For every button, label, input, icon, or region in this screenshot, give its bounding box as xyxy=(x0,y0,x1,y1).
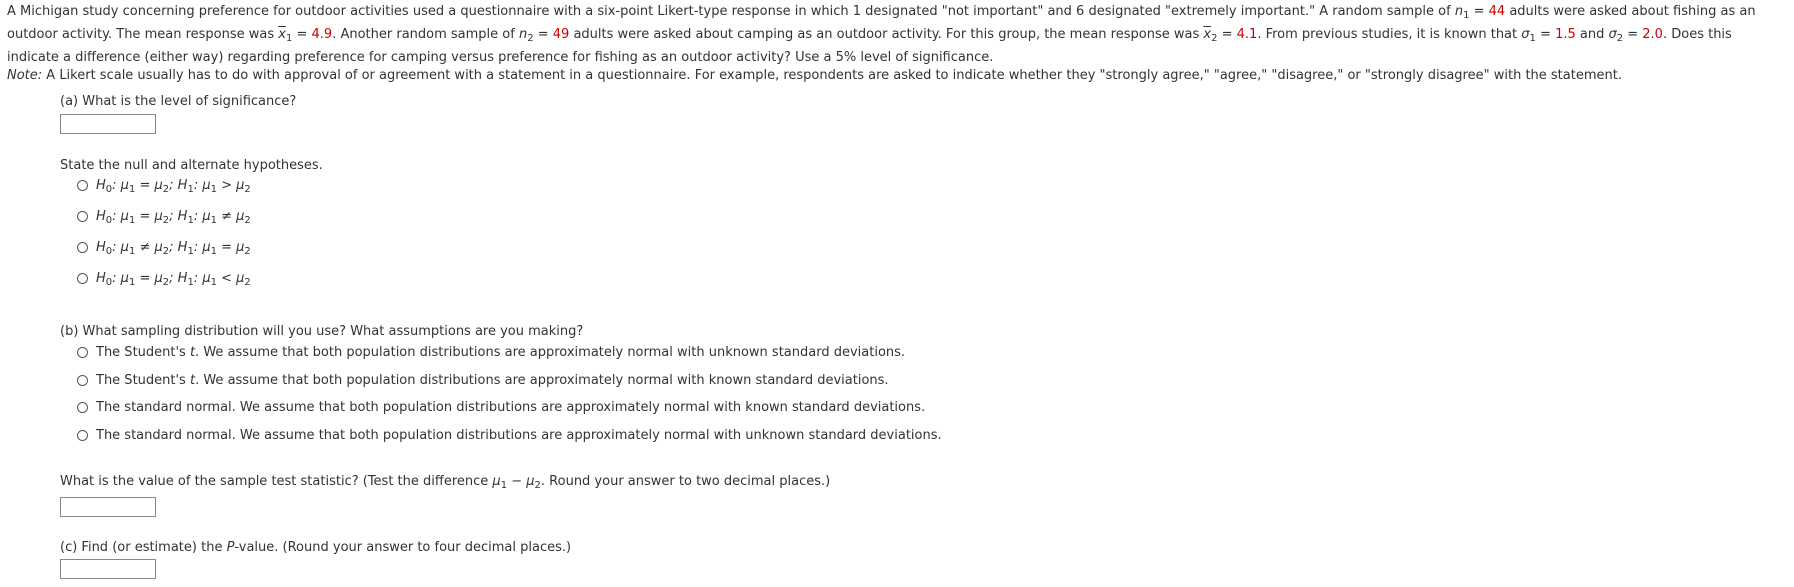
n1-equals: = xyxy=(1469,4,1489,19)
x1-equals: = xyxy=(292,27,312,42)
test-statistic-input[interactable] xyxy=(60,497,156,517)
hypothesis-option-4[interactable] xyxy=(77,269,251,287)
radio-button[interactable] xyxy=(77,211,88,222)
x2-value: 4.1 xyxy=(1236,27,1258,42)
sigma2-value: 2.0 xyxy=(1642,27,1663,42)
sigma1-equals: = xyxy=(1535,27,1556,42)
intro-text-7: . Does this indicate a difference (either way) regarding preference for camping versus preference for fishing as an outdoor activity? Use a 5% level of significance. xyxy=(7,27,1732,65)
sigma2-subscript: 2 xyxy=(1616,33,1624,44)
hypothesis-option-1[interactable] xyxy=(77,176,251,194)
distribution-label: The standard normal. We assume that both population distributions are approximately normal with unknown standard deviations. xyxy=(96,427,942,443)
intro-text-6: and xyxy=(1575,27,1609,42)
hypothesis-option-2[interactable] xyxy=(77,207,251,225)
intro-text-1: A Michigan study concerning preference for outdoor activities used a questionnaire with a six-point Likert-type response in which 1 designated "not important" and 6 designated "extremely important." A random sample of xyxy=(7,4,1455,19)
hypotheses-prompt: State the null and alternate hypotheses. xyxy=(60,158,323,173)
distribution-option-2[interactable] xyxy=(77,371,889,389)
note-label: Note: xyxy=(7,68,43,83)
radio-button[interactable] xyxy=(77,273,88,284)
distribution-label: The Student's t. We assume that both population distributions are approximately normal with known standard deviations. xyxy=(96,372,889,388)
intro-text-4: adults were asked about camping as an outdoor activity. For this group, the mean response was xyxy=(569,27,1204,42)
n2-equals: = xyxy=(533,27,553,42)
hypothesis-option-3[interactable] xyxy=(77,238,251,256)
n2-symbol: n xyxy=(518,27,528,42)
radio-button[interactable] xyxy=(77,430,88,441)
x1-subscript: 1 xyxy=(285,33,293,44)
distribution-option-4[interactable] xyxy=(77,426,942,444)
hypothesis-label: $H_0$: $\mu_1 = \mu_2$; $H_1$: $\mu_1 > \mu_2$ xyxy=(96,177,251,195)
distribution-option-1[interactable] xyxy=(77,343,905,361)
radio-button[interactable] xyxy=(77,347,88,358)
hypothesis-label: $H_0$: $\mu_1 = \mu_2$; $H_1$: $\mu_1 < \mu_2$ xyxy=(96,270,251,288)
note-text: A Likert scale usually has to do with approval of or agreement with a statement in a questionnaire. For example, respondents are asked to indicate whether they "strongly agree," "agree," "disagree," or "strongly disagree" with the statement. xyxy=(42,68,1622,83)
radio-button[interactable] xyxy=(77,180,88,191)
sigma1-subscript: 1 xyxy=(1529,33,1536,44)
n2-subscript: 2 xyxy=(527,33,534,44)
n2-value: 49 xyxy=(552,27,570,42)
n1-value: 44 xyxy=(1488,4,1506,19)
part-a-question: (a) What is the level of significance? xyxy=(60,94,297,109)
intro-text-2: adults were asked about fishing as an outdoor activity. The mean response was xyxy=(7,4,1756,42)
problem-statement xyxy=(7,0,1787,69)
x1-bar-symbol: $\overline{x}$ xyxy=(278,27,286,42)
radio-button[interactable] xyxy=(77,375,88,386)
sigma2-equals: = xyxy=(1623,27,1643,42)
intro-text-5: . From previous studies, it is known that xyxy=(1257,27,1522,42)
x1-value: 4.9 xyxy=(311,27,333,42)
n1-subscript: 1 xyxy=(1463,10,1470,21)
distribution-label: The standard normal. We assume that both population distributions are approximately normal with known standard deviations. xyxy=(96,399,926,415)
note-paragraph xyxy=(7,67,1787,85)
sigma1-symbol: σ xyxy=(1521,27,1530,42)
p-value-input[interactable] xyxy=(60,559,156,579)
hypothesis-label: $H_0$: $\mu_1 \ne \mu_2$; $H_1$: $\mu_1 = \mu_2$ xyxy=(96,239,251,257)
n1-symbol: n xyxy=(1454,4,1464,19)
sigma1-value: 1.5 xyxy=(1555,27,1576,42)
part-c-question: (c) Find (or estimate) the P-value. (Round your answer to four decimal places.) xyxy=(60,540,572,555)
test-statistic-question: What is the value of the sample test statistic? (Test the difference $\mu_1 - \mu_2$. Round your answer to two decimal places.) xyxy=(60,474,831,491)
part-b-question: (b) What sampling distribution will you use? What assumptions are you making? xyxy=(60,324,584,339)
x2-subscript: 2 xyxy=(1211,33,1218,44)
radio-button[interactable] xyxy=(77,242,88,253)
x2-equals: = xyxy=(1217,27,1237,42)
distribution-option-3[interactable] xyxy=(77,398,925,416)
intro-text-3: . Another random sample of xyxy=(332,27,519,42)
x2-bar-symbol: $\overline{x}$ xyxy=(1203,27,1212,42)
hypothesis-label: $H_0$: $\mu_1 = \mu_2$; $H_1$: $\mu_1 \ne \mu_2$ xyxy=(96,208,251,226)
significance-level-input[interactable] xyxy=(60,114,156,134)
sigma2-symbol: σ xyxy=(1608,27,1617,42)
distribution-label: The Student's t. We assume that both population distributions are approximately normal with unknown standard deviations. xyxy=(96,344,906,360)
radio-button[interactable] xyxy=(77,402,88,413)
